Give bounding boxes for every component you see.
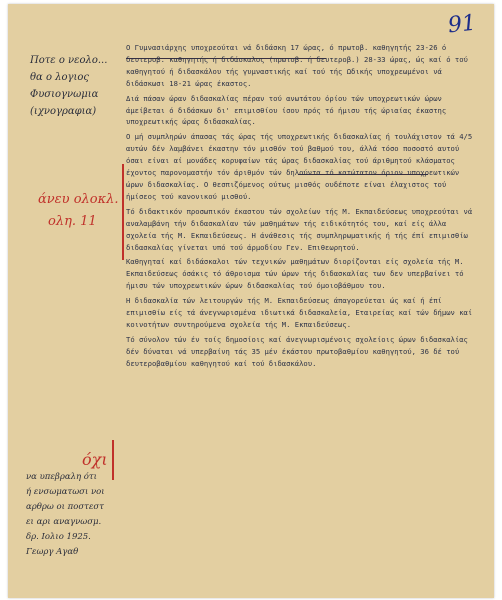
margin-note-line: (ιχνογραφια) bbox=[30, 106, 97, 117]
red-margin-note-oxi: όχι bbox=[82, 450, 108, 469]
red-margin-bar bbox=[112, 440, 114, 480]
margin-note-line: Ποτε ο νεολο... bbox=[30, 55, 108, 66]
margin-note-line: αρθρω οι ποστεστ bbox=[26, 502, 104, 512]
margin-note-line: ή ενσωματωσι νοι bbox=[26, 487, 105, 497]
margin-note-line: Φυσιογνωμια bbox=[30, 89, 99, 100]
margin-note-top bbox=[30, 52, 107, 120]
margin-note-line: να υπεβραλη ότι bbox=[26, 472, 97, 482]
margin-note-line: Γεωργ Αγαθ bbox=[26, 547, 79, 557]
margin-note-line: θα ο λογιος bbox=[30, 72, 90, 83]
paragraph: Τό διδακτικόν προσωπικόν έκαστου τών σχολείων τής Μ. Εκπαιδεύσεως υποχρεούται νά αναλαμβάνη τήν διδασκαλίαν τών μαθημάτων τής ειδικότητός του, καί είς άλλα σχολεία τής Μ. Εκπαιδεύσεως. Η άνάθεσις τής συμπληρωματικής ή τής έπί επιμισθίω διδασκαλίας γίνεται υπό τού άρμοδίου Γεν. Επιθεωρητού. bbox=[126, 206, 473, 252]
paragraph: Ο μή συμπληρών άπασας τάς ώρας τής υποχρεωτικής διδασκαλίας ή τουλάχιστον τά 4/5 αυτών δέν λαμβάνει έκαστην τόν μισθόν τού βαθμού του, άλλά τόσο ποσοστό αυτού όσαι είναι αί μονάδες κορυφαίων τάς ώρας διδασκαλίας τού άριθμητού κλάσματος έχοντος παρονομαστήν τόν άριθμόν τών δηλούντα τό κατώτατον όριον υποχρεωτικών ώρων διδασκαλίας. Ο θεσπιζόμενος ούτως μισθός ουδέποτε είναι έλαχιστος τού ήμίσεος τού κανονικού μισθού. bbox=[126, 132, 473, 201]
paragraph: Καθηγηταί καί διδάσκαλοι τών τεχνικών μαθημάτων διορίζονται είς σχολεία τής Μ. Εκπαιδεύσεως όσάκις τό άθροισμα τών ώρων τής διδασκαλίας των δεν υπερβαίνει τό ήμισυ τών υποχρεωτικών ώρων διδασκαλίας τού όμοιοβάθμου του. bbox=[126, 257, 464, 291]
page-number: 91 bbox=[446, 10, 478, 39]
margin-note-line: ει αρι αναγνωσμ. bbox=[26, 517, 102, 527]
red-margin-note-2: ολη. 11 bbox=[48, 214, 97, 229]
paragraph: Διά πάσαν ώραν διδασκαλίας πέραν τού ανωτάτου όρίου τών υποχρεωτικών ώρων άμείβεται ό διδάσκων δι' επιμισθίου ίσου πρός τό ήμισυ τής ώριαίας έκαστης υποχρεωτικής ώρας διδασκαλίας. bbox=[126, 93, 447, 127]
paragraph: Ο Γυμνασιάρχης υποχρεούται νά διδάσκη 17 ώρας, ό πρωτοβ. καθηγητής 23-26 ό δευτεροβ. καθηγητής ή διδάσκαλος (πρωτοβ. ή δευτεροβ.) 28-33 ώρας, ώς καί ό τού καθηγητού ή διδασκάλου τής γυμναστικής καί τού τής Ωδικής υποχρεωμένοι νά διδάσκωσι 18-21 ώρας έκαστος. bbox=[126, 43, 468, 88]
margin-note-line: δρ. Ιολιο 1925. bbox=[26, 532, 91, 542]
document-page bbox=[8, 4, 494, 598]
typed-body-text bbox=[126, 42, 480, 373]
margin-note-bottom bbox=[26, 470, 105, 560]
paragraph: Η διδασκαλία τών λειτουργών τής Μ. Εκπαιδεύσεως άπαγορεύεται ώς καί ή έπί επιμισθίω είς τά άνεγνωρισμένα ιδιωτικά διδασκαλεία, Εταιρείας καί τών δήμων καί κοινοτήτων συντηρούμενα σχολεία τής Μ. Εκπαιδεύσεως. bbox=[126, 296, 473, 329]
red-margin-note-1: άνευ ολοκλ. bbox=[38, 192, 119, 207]
paragraph: Τό σύνολον τών έν τοίς δημοσίοις καί άνεγνωρισμένοις σχολείοις ώρων διδασκαλίας δέν δύναται νά υπερβαίνη τάς 35 μέν έκάστου πρωτοβαθμίου καθηγητού, 36 δέ τού δευτεροβαθμίου καθηγητού καί τού διδασκάλου. bbox=[126, 334, 468, 368]
red-margin-bar bbox=[122, 164, 124, 260]
